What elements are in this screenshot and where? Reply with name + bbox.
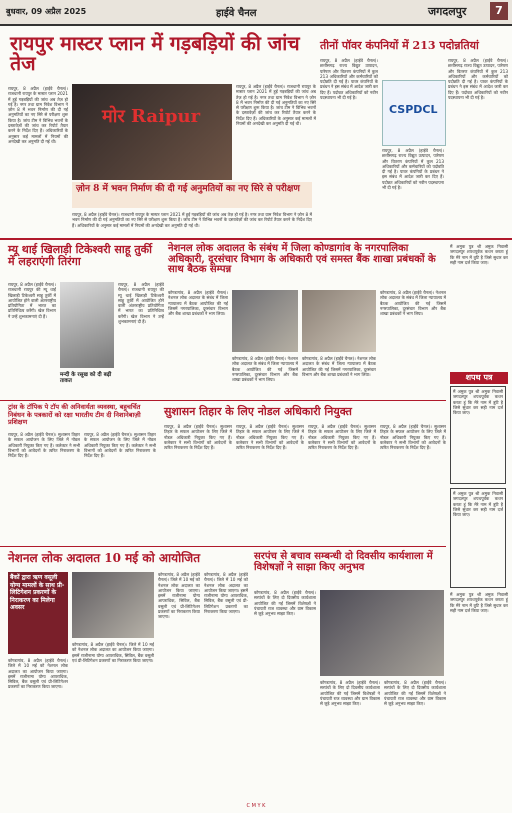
power-body-col2: रायपुर, 8 अप्रैल (हाईवे चैनल)। छत्तीसगढ़ राज्य विद्युत उत्पादन, पारेषण और वितरण कंपनियों में कुल 213 अधिकारियों और कर्मचारियों को पदोन्नति दी गई है। पावर कंपनियों के प्रबंधन ने इस संबंध में आदेश जारी कर दिए हैं। पदोन्नत अधिकारियों को नवीन पदस्थापना भी दी गई है। <box>382 148 444 191</box>
power-headline: तीनों पॉवर कंपनियों में 213 पदोन्नतियां <box>320 39 479 52</box>
lokadalat-photo-1 <box>232 290 298 352</box>
tihar-body-col3: रायपुर, 8 अप्रैल (हाईवे चैनल)। सुशासन तिहार के सफल आयोजन के लिए जिले में नोडल अधिकारी नियुक्त किए गए हैं। कलेक्टर ने सभी विभागों को आवेदनों के त्वरित निराकरण के निर्देश दिए हैं। <box>308 424 376 451</box>
raipur-body-col3: रायपुर, 8 अप्रैल (हाईवे चैनल)। राजधानी रायपुर के मास्टर प्लान 2021 में हुई गड़बड़ियों की जांच अब तेज़ हो गई है। नगर तथा ग्राम निवेश विभाग ने ज़ोन 8 में भवन निर्माण की दी गई अनुमतियों का नए सिरे से परीक्षण शुरू किया है। जांच टीम ने विभिन्न भवनों के दस्तावेज़ों की जांच कर रिपोर्ट तैयार करने के निर्देश दिए हैं। अधिकारियों के अनुसार कई मामलों में नियमों की अनदेखी कर अनुमति दी गई थी। <box>236 84 316 127</box>
lokadalat2-side-headline: बैंकों द्वारा ऋण वसूली योग्य मामलों के साथ प्री-लिटिगेशन प्रकरणों के निराकरण का मिलेगा अवसर <box>10 574 65 611</box>
lokadalat2-body-col3: कोण्डागांव, 8 अप्रैल (हाईवे चैनल)। जिले में 10 मई को नेशनल लोक अदालत का आयोजन किया जाएगा। इसमें राजीनामा योग्य आपराधिक, सिविल, बैंक वसूली एवं प्री-लिटिगेशन प्रकरणों का निराकरण किया जाएगा। <box>158 572 200 620</box>
thai-headline: म्यू थाई खिलाड़ी टिकेश्वरी साहू तुर्की में लहराएंगी तिरंगा <box>8 243 152 268</box>
power-body-col3: रायपुर, 8 अप्रैल (हाईवे चैनल)। छत्तीसगढ़ राज्य विद्युत उत्पादन, पारेषण और वितरण कंपनियों में कुल 213 अधिकारियों और कर्मचारियों को पदोन्नति दी गई है। पावर कंपनियों के प्रबंधन ने इस संबंध में आदेश जारी कर दिए हैं। पदोन्नत अधिकारियों को नवीन पदस्थापना भी दी गई है। <box>448 58 508 101</box>
raipur-headline: रायपुर मास्टर प्लान में गड़बड़ियों की जांच तेज <box>10 32 300 76</box>
tihar-headline: सुशासन तिहार के लिए नोडल अधिकारी नियुक्त <box>164 405 352 418</box>
cspdcl-logo-text: CSPDCL <box>389 103 438 116</box>
masthead-city: जगदलपुर <box>428 5 467 18</box>
raipur-body-col1: रायपुर, 8 अप्रैल (हाईवे चैनल)। राजधानी रायपुर के मास्टर प्लान 2021 में हुई गड़बड़ियों की जांच अब तेज़ हो गई है। नगर तथा ग्राम निवेश विभाग ने ज़ोन 8 में भवन निर्माण की दी गई अनुमतियों का नए सिरे से परीक्षण शुरू किया है। जांच टीम ने विभिन्न भवनों के दस्तावेज़ों की जांच कर रिपोर्ट तैयार करने के निर्देश दिए हैं। अधिकारियों के अनुसार कई मामलों में नियमों की अनदेखी कर अनुमति दी गई थी। <box>8 86 68 144</box>
sidebar-affidavit-box-2 <box>450 488 506 588</box>
thai-body-col2: रायपुर, 8 अप्रैल (हाईवे चैनल)। राजधानी रायपुर की म्यू थाई खिलाड़ी टिकेश्वरी साहू तुर्की में आयोजित होने वाली अंतरराष्ट्रीय प्रतियोगिता में भारत का प्रतिनिधित्व करेंगी। खेल विभाग ने उन्हें शुभकामनाएं दी हैं। <box>118 282 164 325</box>
lokadalat2-side-box <box>8 572 68 654</box>
sidebar-body-top: मैं अमुक पुत्र श्री अमुक निवासी जगदलपुर शपथपूर्वक कथन करता हूं कि मेरे नाम में त्रुटि है जिसे सुधार कर सही नाम दर्ज किया जाए। <box>450 244 508 265</box>
sarpanch-body-col3: कोण्डागांव, 8 अप्रैल (हाईवे चैनल)। सरपंचों के लिए दो दिवसीय कार्यशाला आयोजित की गई जिसमें विशेषज्ञों ने पंचायती राज व्यवस्था और ग्राम विकास से जुड़े अनुभव साझा किए। <box>384 680 446 707</box>
lokadalat-body-col1: कोण्डागांव, 8 अप्रैल (हाईवे चैनल)। नेशनल लोक अदालत के संबंध में जिला न्यायालय में बैठक आयोजित की गई जिसमें नगरपालिका, दूरसंचार विभाग और बैंक शाखा प्रबंधकों ने भाग लिया। <box>168 290 228 317</box>
sidebar-affidavit-text: मैं अमुक पुत्र श्री अमुक निवासी जगदलपुर शपथपूर्वक कथन करता हूं कि मेरे नाम में त्रुटि है जिसे सुधार कर सही नाम दर्ज किया जाए। <box>453 389 503 416</box>
tihar-side-body-col2: रायपुर, 8 अप्रैल (हाईवे चैनल)। सुशासन तिहार के सफल आयोजन के लिए जिले में नोडल अधिकारी नियुक्त किए गए हैं। कलेक्टर ने सभी विभागों को आवेदनों के त्वरित निराकरण के निर्देश दिए हैं। <box>84 432 156 459</box>
sidebar-affidavit-text-2: मैं अमुक पुत्र श्री अमुक निवासी जगदलपुर शपथपूर्वक कथन करता हूं कि मेरे नाम में त्रुटि है जिसे सुधार कर सही नाम दर्ज किया जाए। <box>453 491 503 518</box>
lokadalat2-headline: नेशनल लोक अदालत 10 मई को आयोजित <box>8 551 201 565</box>
tihar-body-col2: रायपुर, 8 अप्रैल (हाईवे चैनल)। सुशासन तिहार के सफल आयोजन के लिए जिले में नोडल अधिकारी नियुक्त किए गए हैं। कलेक्टर ने सभी विभागों को आवेदनों के त्वरित निराकरण के निर्देश दिए हैं। <box>236 424 304 451</box>
tihar-side-headline: ट्रांस के टॉपिक पे टॉप की अनिवार्यता व्यवस्था, बहुचर्चित निबंधन के पत्रकारों को रक्षा भारतीय टीम दी निशानेबाज़ी प्रशिक्षण <box>8 403 141 426</box>
cspdcl-logo <box>382 80 446 146</box>
raipur-body-bottom: रायपुर, 8 अप्रैल (हाईवे चैनल)। राजधानी रायपुर के मास्टर प्लान 2021 में हुई गड़बड़ियों की जांच अब तेज़ हो गई है। नगर तथा ग्राम निवेश विभाग ने ज़ोन 8 में भवन निर्माण की दी गई अनुमतियों का नए सिरे से परीक्षण शुरू किया है। जांच टीम ने विभिन्न भवनों के दस्तावेज़ों की जांच कर रिपोर्ट तैयार करने के निर्देश दिए हैं। अधिकारियों के अनुसार कई मामलों में नियमों की अनदेखी कर अनुमति दी गई थी। <box>72 212 312 228</box>
thai-subhead: मन्दी के रसूख को दी बढ़ी ताकत <box>60 372 112 385</box>
tihar-side-body-col1: रायपुर, 8 अप्रैल (हाईवे चैनल)। सुशासन तिहार के सफल आयोजन के लिए जिले में नोडल अधिकारी नियुक्त किए गए हैं। कलेक्टर ने सभी विभागों को आवेदनों के त्वरित निराकरण के निर्देश दिए हैं। <box>8 432 80 459</box>
section-divider-2 <box>0 400 446 401</box>
lokadalat-body-col2: कोण्डागांव, 8 अप्रैल (हाईवे चैनल)। नेशनल लोक अदालत के संबंध में जिला न्यायालय में बैठक आयोजित की गई जिसमें नगरपालिका, दूरसंचार विभाग और बैंक शाखा प्रबंधकों ने भाग लिया। <box>232 356 298 383</box>
sidebar-body-bottom: मैं अमुक पुत्र श्री अमुक निवासी जगदलपुर शपथपूर्वक कथन करता हूं कि मेरे नाम में त्रुटि है जिसे सुधार कर सही नाम दर्ज किया जाए। <box>450 592 508 613</box>
lokadalat-body-col4: कोण्डागांव, 8 अप्रैल (हाईवे चैनल)। नेशनल लोक अदालत के संबंध में जिला न्यायालय में बैठक आयोजित की गई जिसमें नगरपालिका, दूरसंचार विभाग और बैंक शाखा प्रबंधकों ने भाग लिया। <box>380 290 446 317</box>
masthead-date: बुधवार, 09 अप्रैल 2025 <box>6 7 87 16</box>
section-divider <box>0 238 512 240</box>
tihar-body-col1: रायपुर, 8 अप्रैल (हाईवे चैनल)। सुशासन तिहार के सफल आयोजन के लिए जिले में नोडल अधिकारी नियुक्त किए गए हैं। कलेक्टर ने सभी विभागों को आवेदनों के त्वरित निराकरण के निर्देश दिए हैं। <box>164 424 232 451</box>
lokadalat-headline: नेशनल लोक अदालत के संबंध में जिला कोण्डागांव के नगरपालिका अधिकारी, दूरसंचार विभाग के अधिकारी एवं समस्त बैंक शाखा प्रबंधकों के साथ बैठक सम्पन्न <box>168 243 436 275</box>
lokadalat-photo-2 <box>302 290 376 352</box>
sidebar-title: शपथ पत्र <box>450 372 508 384</box>
lokadalat2-body-col4: कोण्डागांव, 8 अप्रैल (हाईवे चैनल)। जिले में 10 मई को नेशनल लोक अदालत का आयोजन किया जाएगा। इसमें राजीनामा योग्य आपराधिक, सिविल, बैंक वसूली एवं प्री-लिटिगेशन प्रकरणों का निराकरण किया जाएगा। <box>204 572 248 615</box>
masthead-brand: हाईवे चैनल <box>216 8 257 19</box>
raipur-caption: ज़ोन 8 में भवन निर्माण की दी गई अनुमतियों का नए सिरे से परीक्षण <box>72 182 312 208</box>
sarpanch-body-col2: कोण्डागांव, 8 अप्रैल (हाईवे चैनल)। सरपंचों के लिए दो दिवसीय कार्यशाला आयोजित की गई जिसमें विशेषज्ञों ने पंचायती राज व्यवस्था और ग्राम विकास से जुड़े अनुभव साझा किए। <box>320 680 380 707</box>
color-registration-marks: C M Y K <box>246 803 266 809</box>
section-divider-3 <box>0 546 446 547</box>
power-body-col1: रायपुर, 8 अप्रैल (हाईवे चैनल)। छत्तीसगढ़ राज्य विद्युत उत्पादन, पारेषण और वितरण कंपनियों में कुल 213 अधिकारियों और कर्मचारियों को पदोन्नति दी गई है। पावर कंपनियों के प्रबंधन ने इस संबंध में आदेश जारी कर दिए हैं। पदोन्नत अधिकारियों को नवीन पदस्थापना भी दी गई है। <box>320 58 378 101</box>
raipur-photo <box>72 84 232 180</box>
lokadalat2-body-col1: कोण्डागांव, 8 अप्रैल (हाईवे चैनल)। जिले में 10 मई को नेशनल लोक अदालत का आयोजन किया जाएगा। इसमें राजीनामा योग्य आपराधिक, सिविल, बैंक वसूली एवं प्री-लिटिगेशन प्रकरणों का निराकरण किया जाएगा। <box>8 658 68 690</box>
sarpanch-headline: सरपंच से बचाव सम्बन्धी दो दिवसीय कार्यशाला में विशेषज्ञों ने साझा किए अनुभव <box>254 551 433 573</box>
thai-body-col1: रायपुर, 8 अप्रैल (हाईवे चैनल)। राजधानी रायपुर की म्यू थाई खिलाड़ी टिकेश्वरी साहू तुर्की में आयोजित होने वाली अंतरराष्ट्रीय प्रतियोगिता में भारत का प्रतिनिधित्व करेंगी। खेल विभाग ने उन्हें शुभकामनाएं दी हैं। <box>8 282 56 319</box>
tihar-body-col4: रायपुर, 8 अप्रैल (हाईवे चैनल)। सुशासन तिहार के सफल आयोजन के लिए जिले में नोडल अधिकारी नियुक्त किए गए हैं। कलेक्टर ने सभी विभागों को आवेदनों के त्वरित निराकरण के निर्देश दिए हैं। <box>380 424 446 451</box>
masthead <box>0 0 512 26</box>
thai-player-photo <box>60 282 114 368</box>
page-number: 7 <box>490 2 508 20</box>
sidebar-affidavit-box <box>450 386 506 484</box>
sarpanch-photo <box>320 590 444 676</box>
sarpanch-body-col1: कोण्डागांव, 8 अप्रैल (हाईवे चैनल)। सरपंचों के लिए दो दिवसीय कार्यशाला आयोजित की गई जिसमें विशेषज्ञों ने पंचायती राज व्यवस्था और ग्राम विकास से जुड़े अनुभव साझा किए। <box>254 590 316 617</box>
lokadalat-body-col3: कोण्डागांव, 8 अप्रैल (हाईवे चैनल)। नेशनल लोक अदालत के संबंध में जिला न्यायालय में बैठक आयोजित की गई जिसमें नगरपालिका, दूरसंचार विभाग और बैंक शाखा प्रबंधकों ने भाग लिया। <box>302 356 376 377</box>
lokadalat2-photo <box>72 572 154 638</box>
lokadalat2-body-col2: कोण्डागांव, 8 अप्रैल (हाईवे चैनल)। जिले में 10 मई को नेशनल लोक अदालत का आयोजन किया जाएगा। इसमें राजीनामा योग्य आपराधिक, सिविल, बैंक वसूली एवं प्री-लिटिगेशन प्रकरणों का निराकरण किया जाएगा। <box>72 642 154 663</box>
raipur-photo-text: मोर Raipur <box>102 106 201 127</box>
